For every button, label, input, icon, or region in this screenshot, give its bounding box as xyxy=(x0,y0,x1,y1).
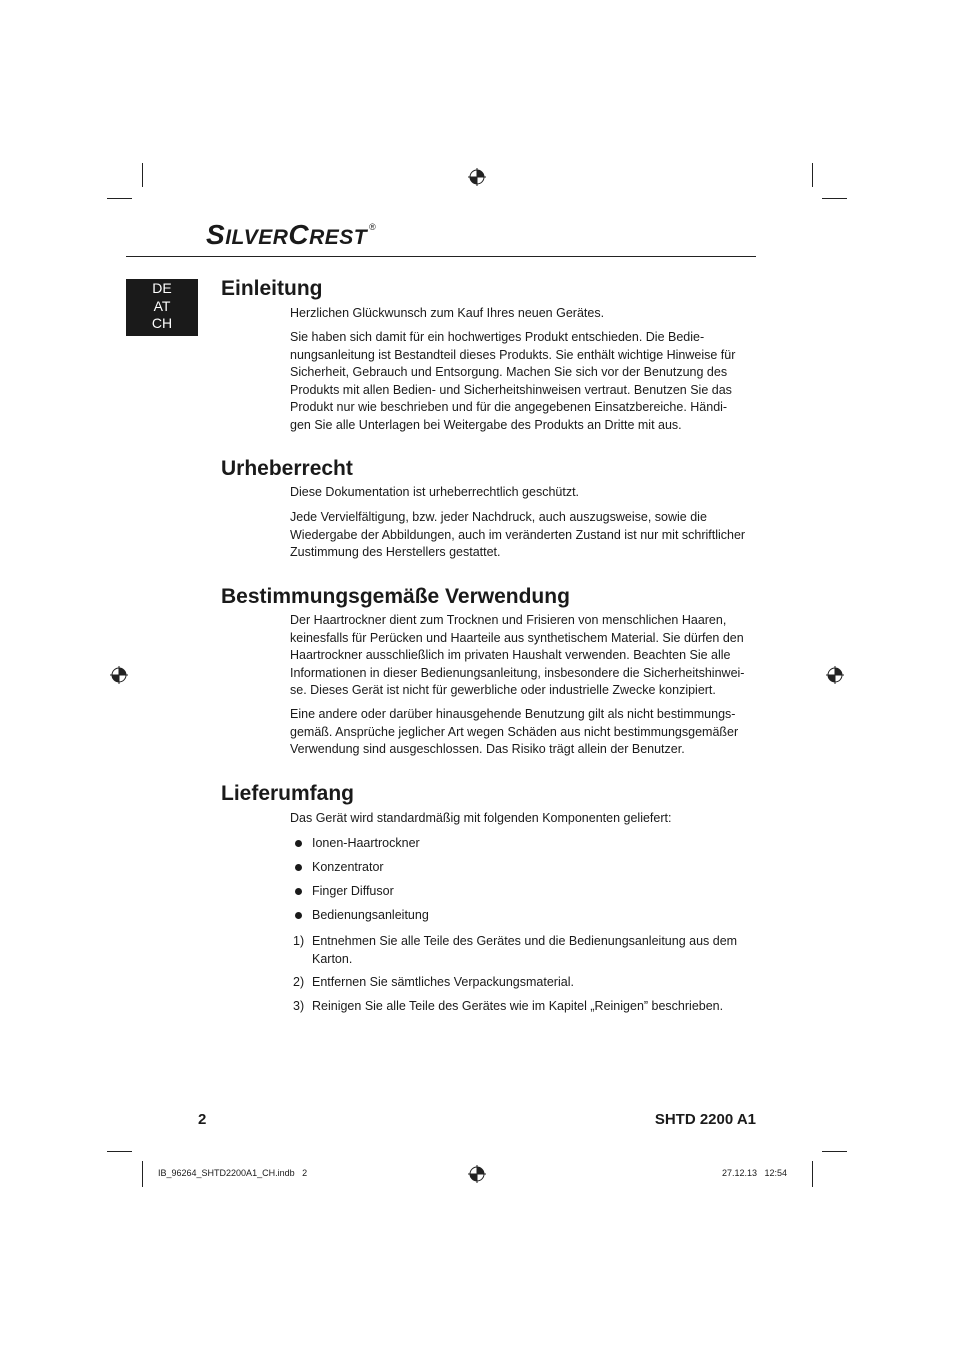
text-line: Der Haartrockner dient zum Trocknen und Frisieren von menschlichen Haaren, xyxy=(290,613,727,627)
bullet-icon xyxy=(295,888,302,895)
registration-mark-icon xyxy=(826,666,844,684)
crop-mark xyxy=(822,1151,847,1152)
step-number: 2) xyxy=(293,975,305,989)
crop-mark xyxy=(107,1151,132,1152)
text-line: Sicherheit, Gebrauch und Entsorgung. Machen Sie sich vor der Benutzung des xyxy=(290,365,728,379)
paragraph xyxy=(290,329,740,434)
text-line: Produkts mit allen Bedien- und Sicherheitshinweisen vertraut. Benutzen Sie das xyxy=(290,382,732,397)
text-line: Sie haben sich damit für ein hochwertiges Produkt entschieden. Die Bedie- xyxy=(290,330,705,344)
text-line: Das Gerät wird standardmäßig mit folgenden Komponenten geliefert: xyxy=(290,811,672,825)
paragraph xyxy=(290,305,740,323)
text-line: Produkt nur wie beschrieben und für die angegebenen Einsatzbereiche. Händi- xyxy=(290,400,728,414)
language-code: CH xyxy=(151,315,173,331)
registration-mark-icon xyxy=(468,168,486,186)
text-line: gemäß. Ansprüche jeglicher Art wegen Schäden aus nicht bestimmungsgemäßer xyxy=(290,724,739,739)
list-item-text: Bedienungsanleitung xyxy=(312,908,429,922)
text-line: Informationen in dieser Bedienungsanleitung, insbesondere die Sicherheitshinwei- xyxy=(290,665,745,680)
crop-mark xyxy=(812,1161,813,1187)
text-line: Haartrockner ausschließlich im privaten Haushalt verwenden. Beachten Sie alle xyxy=(290,648,731,662)
text-line: gen Sie alle Unterlagen bei Weitergabe des Produkts an Dritte mit aus. xyxy=(290,417,682,432)
text-line: Wiedergabe der Abbildungen, auch im veränderten Zustand ist nur mit schriftlicher xyxy=(290,527,746,542)
bullet-icon xyxy=(295,912,302,919)
text-line: Entnehmen Sie alle Teile des Gerätes und die Bedienungsanleitung aus dem xyxy=(312,934,738,948)
step-text xyxy=(312,974,742,992)
text-line: Diese Dokumentation ist urheberrechtlich geschützt. xyxy=(290,485,580,499)
language-code: AT xyxy=(153,297,171,314)
crop-mark xyxy=(142,163,143,187)
text-line: Herzlichen Glückwunsch zum Kauf Ihres neuen Gerätes. xyxy=(290,306,605,320)
text-line: Karton. xyxy=(312,951,353,966)
paragraph xyxy=(290,484,740,502)
heading-einleitung: Einleitung xyxy=(221,277,323,300)
registration-mark-icon xyxy=(110,666,128,684)
text-line: Jede Vervielfältigung, bzw. jeder Nachdruck, auch auszugsweise, sowie die xyxy=(290,510,707,524)
print-slug-date: 27.12.13 12:54 xyxy=(722,1168,788,1178)
registration-mark-icon xyxy=(468,1165,486,1183)
list-item-text: Ionen-Haartrockner xyxy=(312,836,420,850)
heading-lieferumfang: Lieferumfang xyxy=(221,782,355,805)
list-item-text: Finger Diffusor xyxy=(312,884,394,898)
crop-mark xyxy=(822,198,847,199)
bullet-icon xyxy=(295,864,302,871)
heading-verwendung: Bestimmungsgemäße Verwendung xyxy=(221,585,570,608)
heading-urheberrecht: Urheberrecht xyxy=(221,457,353,480)
text-line: se. Dieses Gerät ist nicht für gewerbliche oder industrielle Zwecke konzipiert. xyxy=(290,683,716,697)
step-text xyxy=(312,998,742,1016)
header-rule xyxy=(126,256,756,257)
paragraph xyxy=(290,509,746,562)
step-number: 3) xyxy=(293,999,305,1013)
page-number: 2 xyxy=(198,1111,207,1128)
bullet-icon xyxy=(295,840,302,847)
crop-mark xyxy=(812,163,813,187)
step-text xyxy=(312,933,742,968)
text-line: Verwendung sind ausgeschlossen. Das Risiko trägt allein der Benutzer. xyxy=(290,742,685,756)
paragraph xyxy=(290,612,745,700)
text-line: Reinigen Sie alle Teile des Gerätes wie im Kapitel „Reinigen” beschrieben. xyxy=(312,999,724,1013)
text-line: Entfernen Sie sämtliches Verpackungsmaterial. xyxy=(312,975,574,989)
text-line: keinesfalls für Perücken und Haarteile aus synthetischem Material. Sie dürfen den xyxy=(290,630,744,645)
paragraph xyxy=(290,706,740,759)
text-line: Eine andere oder darüber hinausgehende Benutzung gilt als nicht bestimmungs- xyxy=(290,707,736,721)
crop-mark xyxy=(107,198,132,199)
text-line: nungsanleitung ist Bestandteil dieses Produkts. Sie enthält wichtige Hinweise für xyxy=(290,347,736,362)
print-slug-file: IB_96264_SHTD2200A1_CH.indb 2 xyxy=(158,1168,308,1178)
step-number: 1) xyxy=(293,934,305,948)
language-tab xyxy=(126,279,198,336)
language-code: DE xyxy=(152,280,172,296)
text-line: Zustimmung des Herstellers gestattet. xyxy=(290,545,501,559)
list-item-text: Konzentrator xyxy=(312,860,384,874)
silvercrest-logo: SILVERCREST ® xyxy=(206,219,377,250)
paragraph xyxy=(290,810,740,828)
model-number: SHTD 2200 A1 xyxy=(654,1111,756,1128)
crop-mark xyxy=(142,1161,143,1187)
